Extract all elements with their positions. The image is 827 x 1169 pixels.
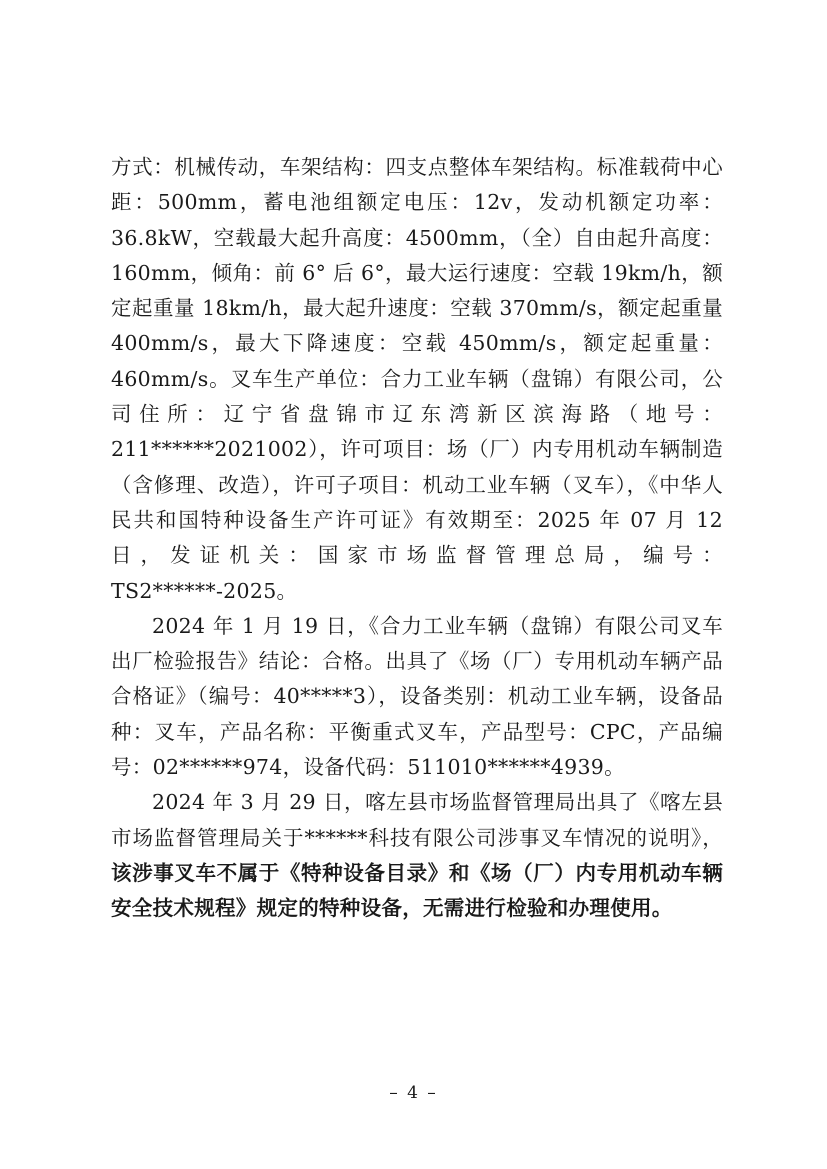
paragraph-2: 2024 年 1 月 19 日，《合力工业车辆（盘锦）有限公司叉车出厂检验报告》结论：合格。出具了《场（厂）专用机动车辆产品合格证》（编号：40*****3），设备类别：机动工业车辆，设备品种：叉车，产品名称：平衡重式叉车，产品型号：CPC，产品编号：02******974，设备代码：511010******4939。 xyxy=(111,613,723,780)
document-body xyxy=(111,150,723,927)
paragraph-3 xyxy=(111,785,723,926)
page-number: – 4 – xyxy=(389,1083,438,1103)
paragraph-3-bold-conclusion: 该涉事叉车不属于《特种设备目录》和《场（厂）内专用机动车辆安全技术规程》规定的特种设备，无需进行检验和办理使用。 xyxy=(111,860,723,921)
paragraph-3-text: 2024 年 3 月 29 日，喀左县市场监督管理局出具了《喀左县市场监督管理局关于******科技有限公司涉事叉车情况的说明》， xyxy=(111,790,723,850)
paragraph-1: 方式：机械传动，车架结构：四支点整体车架结构。标准载荷中心距：500mm，蓄电池组额定电压：12v，发动机额定功率：36.8kW，空载最大起升高度：4500mm，（全）自由起升高度：160mm，倾角：前 6° 后 6°，最大运行速度：空载 19km/h，额定起重量 18km/h，最大起升速度：空载 370mm/s，额定起重量 400mm/s，最大下降速度：空载 450mm/s，额定起重量：460mm/s。叉车生产单位：合力工业车辆（盘锦）有限公司，公司住所：辽宁省盘锦市辽东湾新区滨海路（地号：211******2021002），许可项目：场（厂）内专用机动车辆制造（含修理、改造），许可子项目：机动工业车辆（叉车），《中华人民共和国特种设备生产许可证》有效期至：2025 年 07 月 12 日，发证机关：国家市场监督管理总局，编号：TS2******-2025。 xyxy=(111,155,723,603)
